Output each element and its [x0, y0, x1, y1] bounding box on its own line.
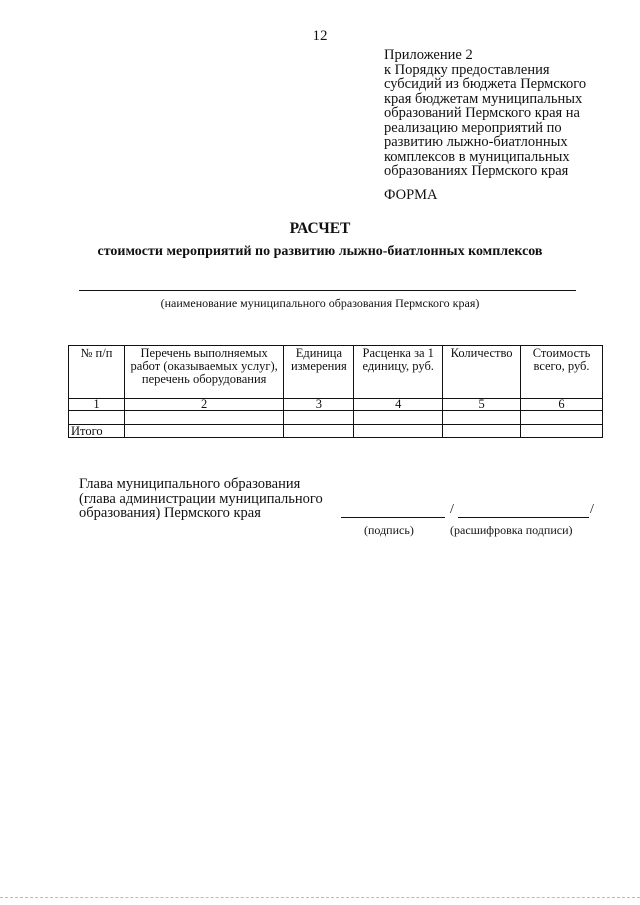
page-number: 12: [312, 28, 328, 44]
document-subtitle: стоимости мероприятий по развитию лыжно-биатлонных комплексов: [97, 244, 543, 259]
table-cell: [284, 425, 354, 438]
appendix-line: комплексов в муниципальных: [384, 148, 570, 165]
signer-line: (глава администрации муниципального: [79, 490, 323, 507]
table-cell: [443, 411, 521, 425]
form-label: ФОРМА: [384, 187, 438, 203]
table-cell: [354, 425, 443, 438]
table-header-row: [69, 346, 603, 399]
municipality-name-line: [79, 290, 576, 291]
signature-separator: /: [450, 502, 454, 517]
scan-edge-divider: [0, 897, 640, 898]
table-cell: [443, 425, 521, 438]
decoding-separator: /: [590, 502, 594, 517]
table-cell: [124, 411, 284, 425]
table-cell: [69, 411, 125, 425]
appendix-line: реализацию мероприятий по: [384, 119, 562, 136]
calculation-table: [68, 345, 603, 438]
total-label: Итого: [69, 425, 125, 438]
table-cell: [354, 411, 443, 425]
table-cell: [124, 425, 284, 438]
appendix-line: субсидий из бюджета Пермского: [384, 76, 587, 92]
table-cell: [521, 411, 603, 425]
column-number: 1: [69, 399, 125, 411]
table-cell: [521, 425, 603, 438]
appendix-line: развитию лыжно-биатлонных: [384, 134, 568, 150]
header-works-list: Перечень выполняемых работ (оказываемых услуг), перечень оборудования: [124, 346, 284, 399]
column-number: 4: [354, 399, 443, 411]
appendix-line: к Порядку предоставления: [384, 61, 550, 78]
appendix-block: [384, 48, 624, 179]
decoding-caption: (расшифровка подписи): [450, 523, 573, 537]
document-title: РАСЧЕТ: [289, 220, 351, 237]
column-number: 3: [284, 399, 354, 411]
header-total-cost: Стоимость всего, руб.: [521, 346, 603, 399]
header-rate: Расценка за 1 единицу, руб.: [354, 346, 443, 399]
total-row: [69, 425, 603, 438]
appendix-line: образованиях Пермского края: [384, 163, 569, 179]
signature-caption: (подпись): [364, 523, 414, 537]
signature-line: [341, 517, 445, 518]
header-unit: Единица измерения: [284, 346, 354, 399]
municipality-caption: (наименование муниципального образования Пермского края): [160, 296, 480, 310]
signer-block: [79, 477, 323, 521]
column-number: 6: [521, 399, 603, 411]
column-numbers-row: [69, 399, 603, 411]
signer-line: Глава муниципального образования: [79, 476, 301, 492]
column-number: 2: [124, 399, 284, 411]
appendix-line: Приложение 2: [384, 47, 473, 63]
decoding-line: [458, 517, 589, 518]
header-number: № п/п: [69, 346, 125, 399]
signer-line: образования) Пермского края: [79, 505, 261, 521]
appendix-line: образований Пермского края на: [384, 105, 580, 121]
table-row: [69, 411, 603, 425]
column-number: 5: [443, 399, 521, 411]
appendix-line: края бюджетам муниципальных: [384, 90, 583, 107]
table-cell: [284, 411, 354, 425]
header-quantity: Количество: [443, 346, 521, 399]
